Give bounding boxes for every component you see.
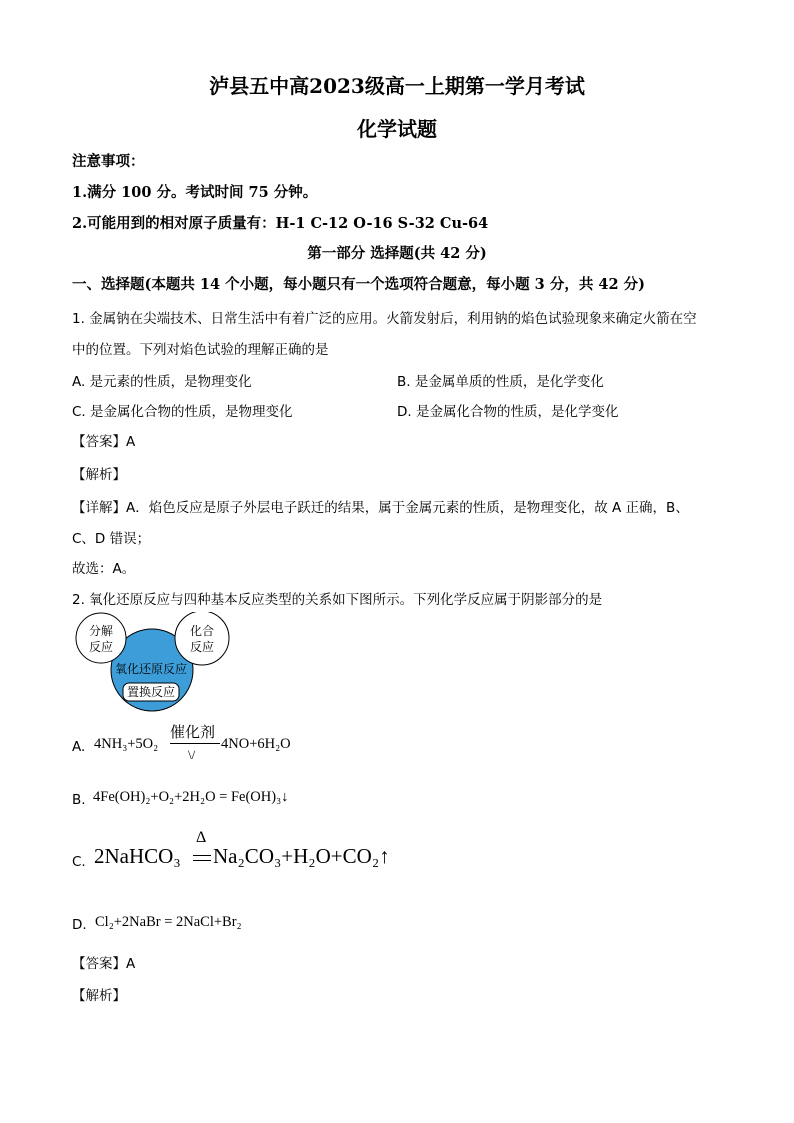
notice-item-2: 2.可能用到的相对原子质量有：H-1 C-12 O-16 S-32 Cu-64	[72, 215, 489, 232]
decomposition-label-1: 分解	[88, 624, 114, 638]
q2-option-d-equation: Cl₂+2NaBr = 2NaCl+Br₂	[95, 914, 242, 930]
q2-option-c-reactants: 2NaHCO₃	[94, 844, 181, 868]
q2-analysis-label: 【解析】	[72, 988, 126, 1004]
combination-label-1: 化合	[189, 624, 215, 638]
q2-option-c-equal-bottom	[193, 860, 211, 861]
q1-stem-line-1: 1. 金属钠在尖端技术、日常生活中有着广泛的应用。火箭发射后，利用钠的焰色试验现象来确定火箭在空	[72, 311, 697, 327]
q2-option-b-label: B.	[72, 792, 86, 808]
q1-option-d: D. 是金属化合物的性质，是化学变化	[397, 404, 619, 420]
displacement-label: 置换反应	[126, 685, 176, 699]
q2-option-a-products: 4NO+6H₂O	[221, 736, 291, 752]
q2-option-c-equal-top	[193, 855, 211, 856]
q1-stem-line-2: 中的位置。下列对焰色试验的理解正确的是	[72, 342, 329, 358]
q2-option-a-heat: \/	[188, 747, 196, 762]
q2-option-a-condition-bar	[170, 743, 220, 744]
q1-conclusion: 故选：A。	[72, 561, 136, 577]
combination-circle	[175, 612, 229, 665]
page-subtitle: 化学试题	[357, 117, 437, 141]
reaction-venn-diagram	[74, 612, 234, 712]
notice-item-1: 1.满分 100 分。考试时间 75 分钟。	[72, 184, 318, 201]
q2-option-d-label: D.	[72, 917, 87, 933]
notice-heading: 注意事项：	[72, 153, 145, 170]
q2-option-c-delta: Δ	[196, 829, 207, 846]
redox-label: 氧化还原反应	[114, 662, 188, 676]
q1-option-c: C. 是金属化合物的性质，是物理变化	[72, 404, 293, 420]
q1-detail-line-1: 【详解】A．焰色反应是原子外层电子跃迁的结果，属于金属元素的性质，是物理变化，故 A 正确，B、	[72, 500, 689, 516]
q2-option-a-reactants: 4NH₃+5O₂	[94, 736, 159, 752]
combination-label-2: 反应	[189, 640, 215, 654]
section-heading: 一、选择题(本题共 14 个小题，每小题只有一个选项符合题意，每小题 3 分，共 42 分)	[72, 276, 645, 293]
q1-option-a: A. 是元素的性质，是物理变化	[72, 374, 252, 390]
q1-option-b: B. 是金属单质的性质，是化学变化	[397, 374, 604, 390]
decomposition-label-2: 反应	[88, 640, 114, 654]
page-title: 泸县五中高2023级高一上期第一学月考试	[209, 74, 585, 98]
section-part: 第一部分 选择题(共 42 分)	[307, 245, 487, 262]
q2-option-c-products: Na₂CO₃+H₂O+CO₂↑	[213, 844, 390, 868]
q2-stem: 2. 氧化还原反应与四种基本反应类型的关系如下图所示。下列化学反应属于阴影部分的是	[72, 592, 603, 608]
q2-option-a-label: A.	[72, 739, 86, 755]
q1-detail-line-2: C、D 错误；	[72, 531, 151, 547]
decomposition-circle	[76, 613, 126, 663]
q2-option-a-catalyst: 催化剂	[170, 723, 216, 741]
q1-answer: 【答案】A	[72, 434, 136, 450]
q1-analysis-label: 【解析】	[72, 467, 126, 483]
q2-option-c-label: C.	[72, 854, 86, 870]
q2-answer: 【答案】A	[72, 956, 136, 972]
q2-option-b-equation: 4Fe(OH)₂+O₂+2H₂O = Fe(OH)₃↓	[93, 789, 289, 805]
